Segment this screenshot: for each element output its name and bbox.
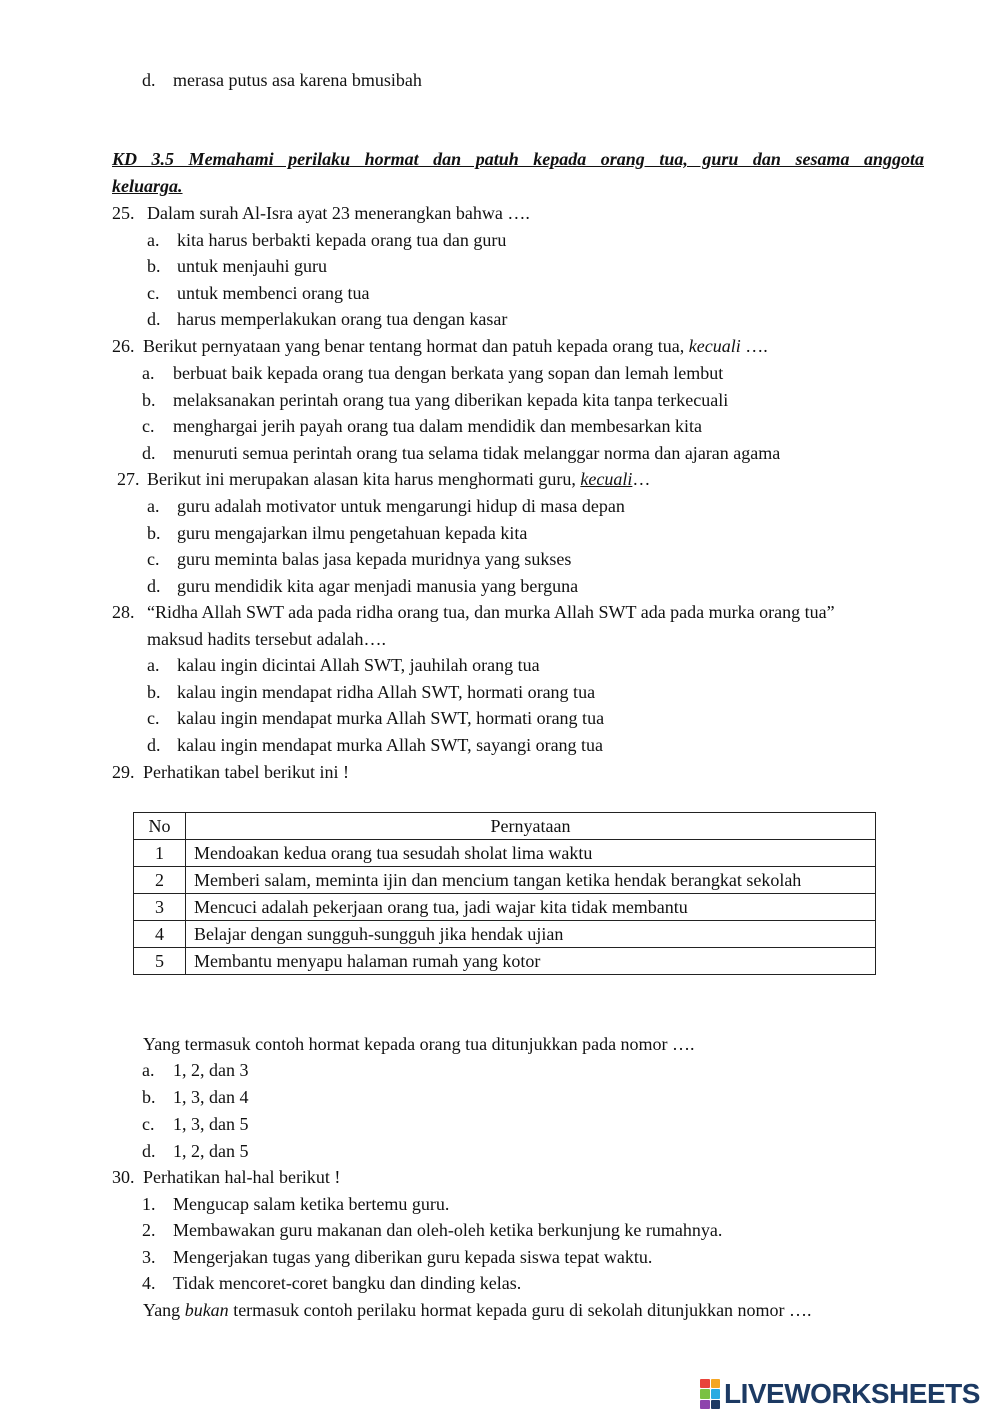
question-text: Perhatikan tabel berikut ini ! <box>143 762 349 782</box>
question-number: 27. <box>117 469 140 489</box>
row-no: 5 <box>134 948 186 975</box>
question-number: 30. <box>112 1167 135 1187</box>
question-number: 26. <box>112 336 135 356</box>
q25-option-c: c. untuk membenci orang tua <box>147 283 370 303</box>
option-d-prev <box>142 67 422 94</box>
q29-option-b: b. 1, 3, dan 4 <box>142 1087 249 1107</box>
question-30 <box>112 1164 341 1191</box>
logo-text: LIVEWORKSHEETS <box>724 1377 980 1409</box>
table-row <box>134 840 876 867</box>
table-row <box>134 948 876 975</box>
question-text: Perhatikan hal-hal berikut ! <box>143 1167 341 1187</box>
emphasis-kecuali: kecuali <box>580 469 633 489</box>
row-text: Memberi salam, meminta ijin dan mencium tangan ketika hendak berangkat sekolah <box>186 867 876 894</box>
table-header-row <box>134 813 876 840</box>
question-28 <box>112 599 835 626</box>
q30-item-3: 3. Mengerjakan tugas yang diberikan guru kepada siswa tepat waktu. <box>142 1247 653 1267</box>
q30-item-1: 1. Mengucap salam ketika bertemu guru. <box>142 1194 450 1214</box>
question-text: Berikut ini merupakan alasan kita harus menghormati guru, <box>147 469 576 489</box>
table-row <box>134 867 876 894</box>
row-no: 1 <box>134 840 186 867</box>
question-26: 26. Berikut pernyataan yang benar tentang hormat dan patuh kepada orang tua, kecuali …. <box>112 336 768 356</box>
question-text: Dalam surah Al-Isra ayat 23 menerangkan bahwa …. <box>147 203 530 223</box>
q27-option-d: d. guru mendidik kita agar menjadi manusia yang berguna <box>147 576 579 596</box>
row-text: Mendoakan kedua orang tua sesudah sholat lima waktu <box>186 840 876 867</box>
q26-option-b: b. melaksanakan perintah orang tua yang diberikan kepada kita tanpa terkecuali <box>142 390 729 410</box>
row-text: Belajar dengan sungguh-sungguh jika hendak ujian <box>186 921 876 948</box>
q29-option-d: d. 1, 2, dan 5 <box>142 1141 249 1161</box>
option-letter: d. <box>142 70 156 90</box>
emphasis-bukan: bukan <box>184 1300 229 1320</box>
question-number: 29. <box>112 762 135 782</box>
header-pernyataan: Pernyataan <box>186 813 876 840</box>
statement-table <box>133 812 876 975</box>
row-no: 4 <box>134 921 186 948</box>
table-row <box>134 921 876 948</box>
q28-option-c: c. kalau ingin mendapat murka Allah SWT, hormati orang tua <box>147 708 605 728</box>
q27-option-c: c. guru meminta balas jasa kepada muridnya yang sukses <box>147 549 572 569</box>
q30-question: Yang bukan termasuk contoh perilaku hormat kepada guru di sekolah ditunjukkan nomor …. <box>143 1300 812 1320</box>
row-no: 3 <box>134 894 186 921</box>
question-text: Berikut pernyataan yang benar tentang hormat dan patuh kepada orang tua, <box>143 336 685 356</box>
q28-option-d: d. kalau ingin mendapat murka Allah SWT, sayangi orang tua <box>147 735 604 755</box>
kd-heading-line2: keluarga. <box>112 176 183 196</box>
row-text: Membantu menyapu halaman rumah yang kotor <box>186 948 876 975</box>
q26-option-d: d. menuruti semua perintah orang tua selama tidak melanggar norma dan ajaran agama <box>142 443 781 463</box>
q30-item-2: 2. Membawakan guru makanan dan oleh-oleh ketika berkunjung ke rumahnya. <box>142 1220 723 1240</box>
liveworksheets-logo <box>700 1376 980 1412</box>
q28-option-b: b. kalau ingin mendapat ridha Allah SWT, hormati orang tua <box>147 682 596 702</box>
kd-heading-line1: KD 3.5 Memahami perilaku hormat dan patuh kepada orang tua, guru dan sesama anggota <box>112 149 924 169</box>
emphasis-kecuali: kecuali <box>688 336 741 356</box>
q29-option-c: c. 1, 3, dan 5 <box>142 1114 249 1134</box>
option-text: merasa putus asa karena bmusibah <box>173 70 422 90</box>
question-number: 28. <box>112 602 135 622</box>
row-no: 2 <box>134 867 186 894</box>
q27-option-b: b. guru mengajarkan ilmu pengetahuan kepada kita <box>147 523 528 543</box>
q25-option-d: d. harus memperlakukan orang tua dengan kasar <box>147 309 508 329</box>
q29-option-a: a. 1, 2, dan 3 <box>142 1060 249 1080</box>
row-text: Mencuci adalah pekerjaan orang tua, jadi wajar kita tidak membantu <box>186 894 876 921</box>
q29-question: Yang termasuk contoh hormat kepada orang tua ditunjukkan pada nomor …. <box>143 1034 695 1054</box>
question-25 <box>112 200 530 227</box>
table-row <box>134 894 876 921</box>
q27-option-a: a. guru adalah motivator untuk mengarungi hidup di masa depan <box>147 496 625 516</box>
q25-option-a: a. kita harus berbakti kepada orang tua dan guru <box>147 230 507 250</box>
q26-option-a: a. berbuat baik kepada orang tua dengan berkata yang sopan dan lemah lembut <box>142 363 724 383</box>
question-number: 25. <box>112 203 135 223</box>
question-29 <box>112 759 349 786</box>
q30-item-4: 4. Tidak mencoret-coret bangku dan dinding kelas. <box>142 1273 522 1293</box>
question-text-line2: maksud hadits tersebut adalah…. <box>147 629 386 649</box>
q28-option-a: a. kalau ingin dicintai Allah SWT, jauhilah orang tua <box>147 655 540 675</box>
q26-option-c: c. menghargai jerih payah orang tua dalam mendidik dan membesarkan kita <box>142 416 702 436</box>
question-text-line1: “Ridha Allah SWT ada pada ridha orang tua, dan murka Allah SWT ada pada murka orang tua” <box>147 602 835 622</box>
question-27: 27. Berikut ini merupakan alasan kita harus menghormati guru, kecuali… <box>117 469 651 489</box>
q25-option-b: b. untuk menjauhi guru <box>147 256 327 276</box>
header-no: No <box>134 813 186 840</box>
logo-mark-icon <box>700 1379 720 1409</box>
